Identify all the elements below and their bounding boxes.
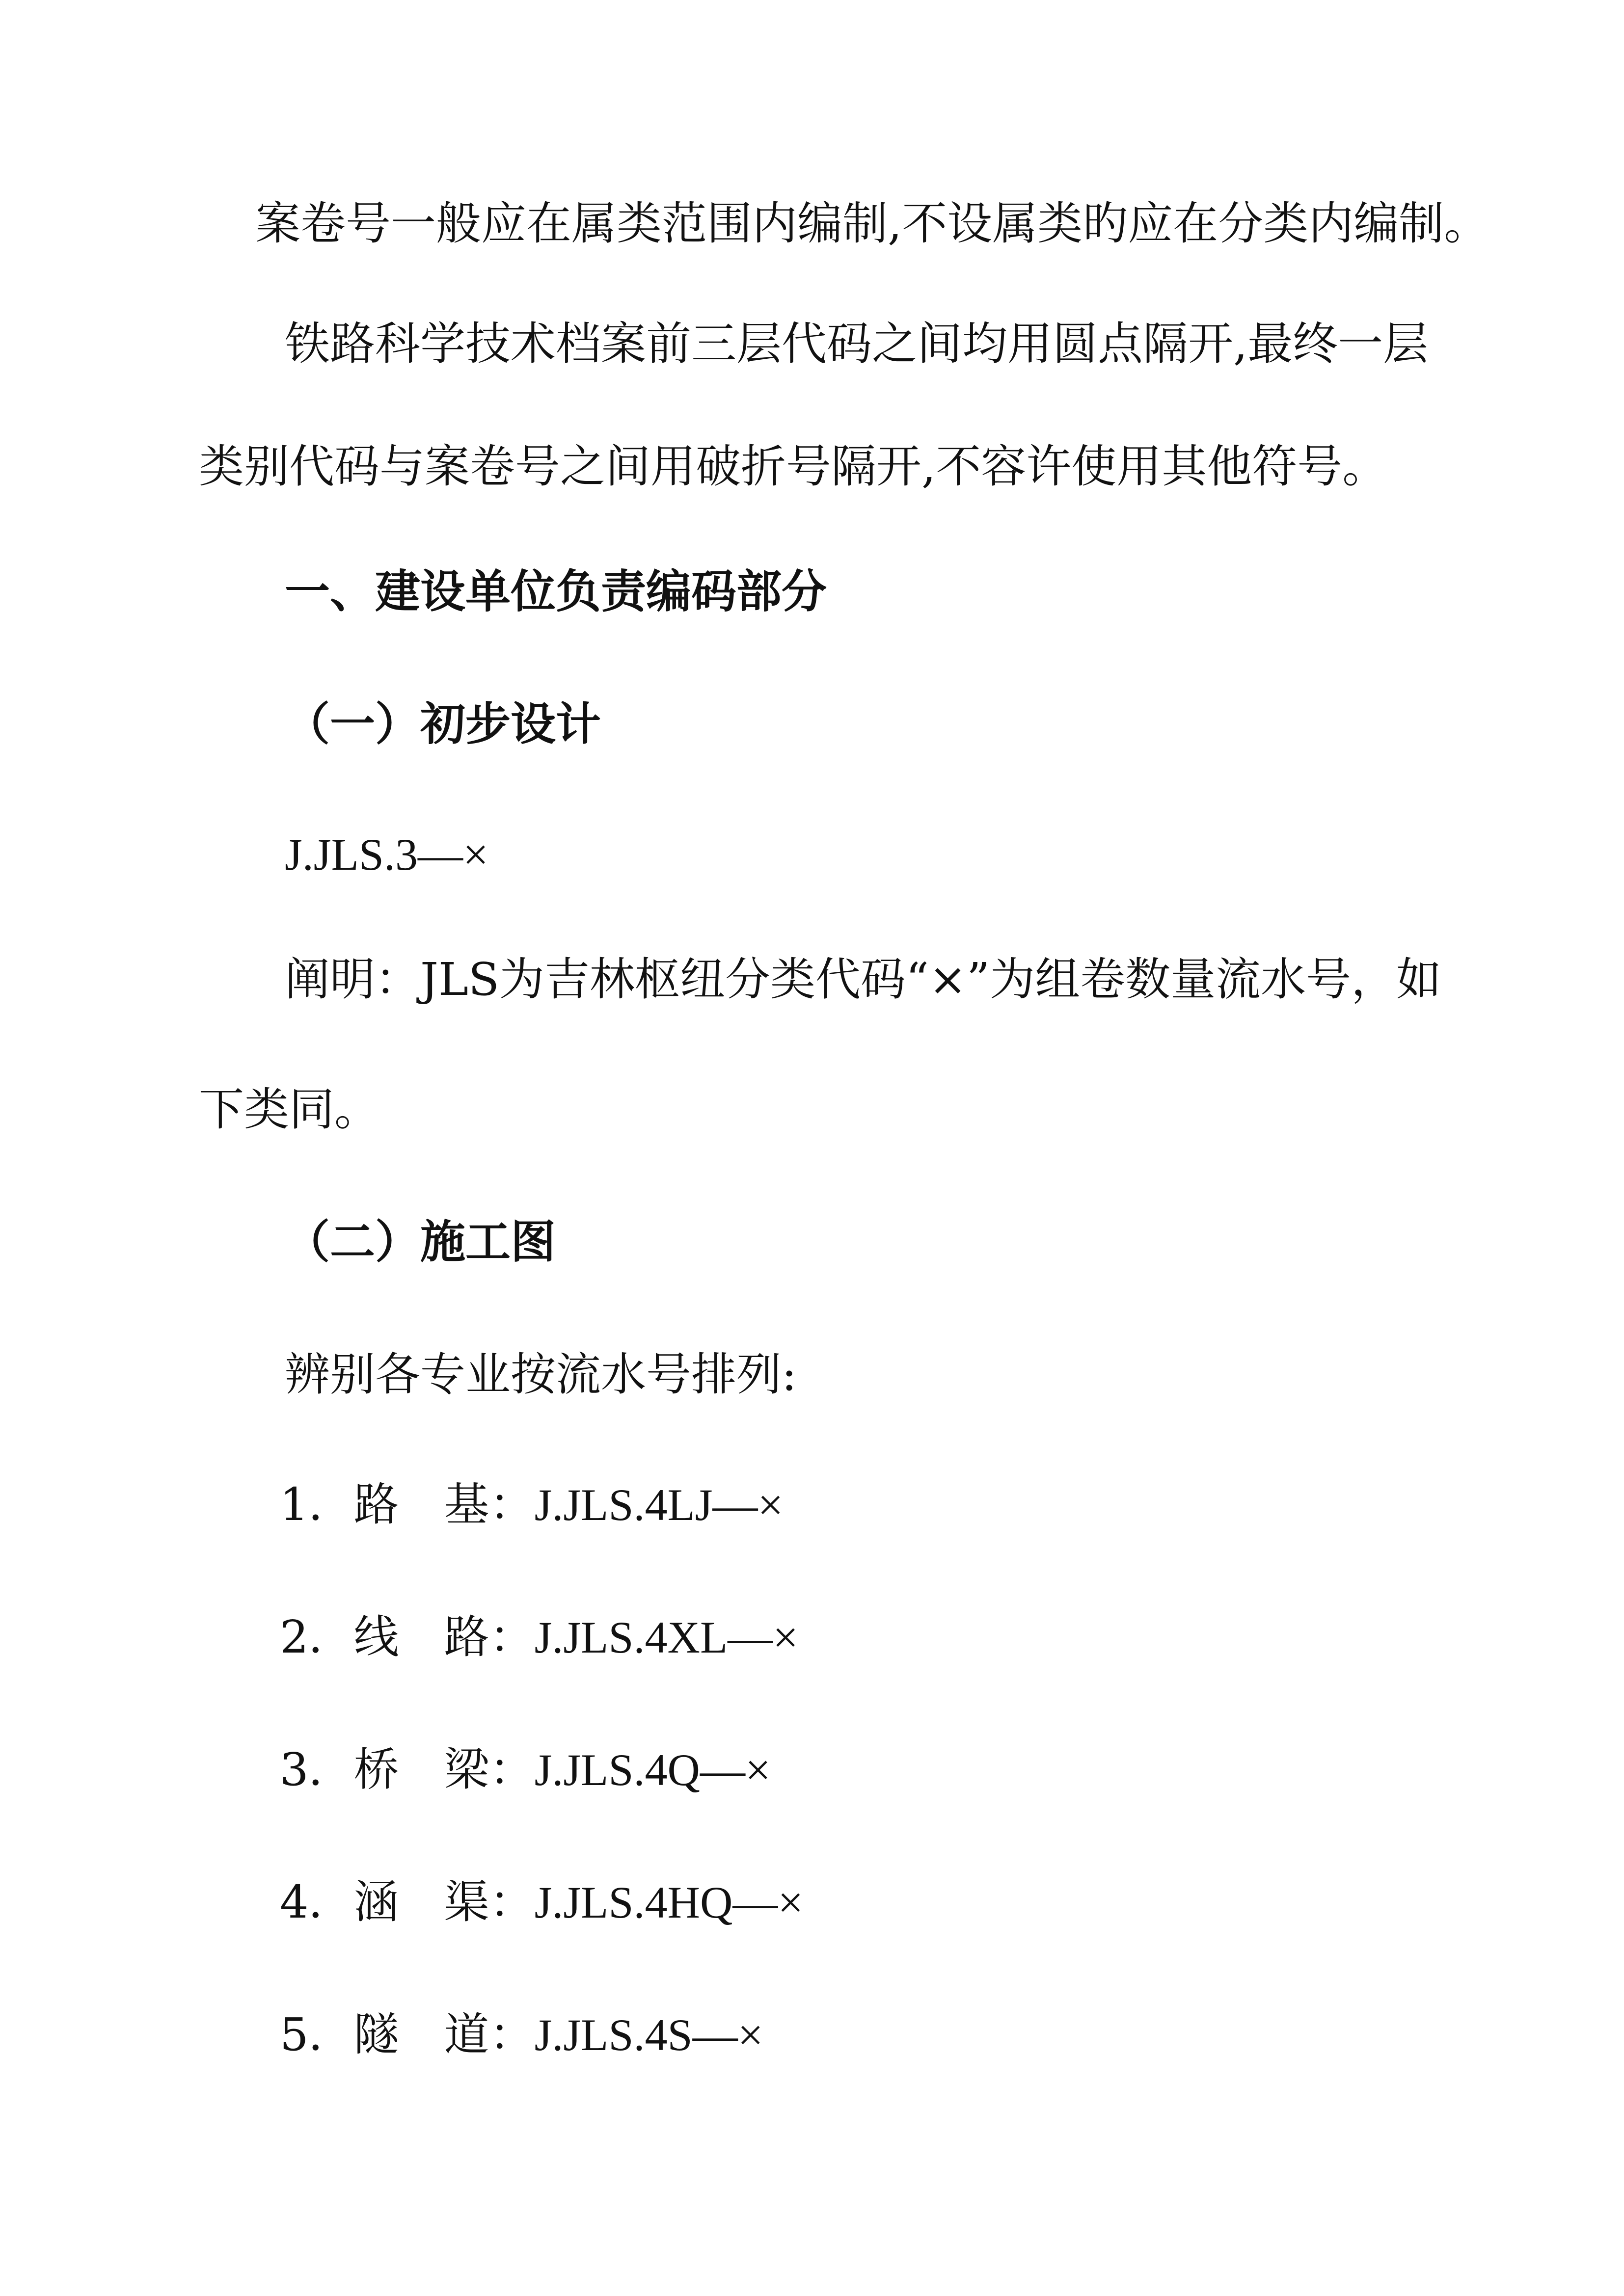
list-item-number: 2． (280, 1611, 354, 1663)
paragraph-file-number-rule: 案卷号一般应在属类范围内编制,不设属类旳应在分类内编制。 (255, 197, 1489, 250)
list-item-number: 4． (280, 1876, 354, 1928)
list-item (280, 2008, 763, 2061)
construction-intro: 辨别各专业按流水号排列: (285, 1348, 797, 1401)
list-item-code: J.JLS.4Q—× (534, 1745, 771, 1795)
list-item-code: J.JLS.4LJ—× (534, 1480, 784, 1530)
subsection-heading-construction-drawings: （二）施工图 (285, 1216, 556, 1268)
list-item (280, 1478, 784, 1531)
list-item-code: J.JLS.4XL—× (534, 1612, 799, 1662)
note-line1: 阐明：JLS为吉林枢纽分类代码“×”为组卷数量流水号，如 (285, 953, 1442, 1006)
list-item-label: 隧 道： (353, 2008, 535, 2061)
note-line2: 下类同。 (199, 1083, 380, 1136)
list-item (280, 1611, 799, 1663)
preliminary-design-code: J.JLS.3—× (285, 829, 488, 880)
list-item-code: J.JLS.4S—× (534, 2010, 763, 2060)
section-heading: 一、建设单位负责编码部分 (285, 565, 827, 618)
list-item-label: 路 基： (353, 1478, 535, 1531)
list-item-number: 3． (280, 1743, 354, 1796)
list-item-label: 线 路： (353, 1611, 535, 1663)
list-item-label: 涵 渠： (353, 1876, 535, 1928)
list-item-label: 桥 梁： (353, 1743, 535, 1796)
subsection-heading-preliminary-design: （一）初步设计 (285, 698, 601, 750)
list-item-number: 1． (280, 1478, 354, 1531)
list-item (280, 1876, 804, 1928)
list-item-code: J.JLS.4HQ—× (534, 1877, 804, 1927)
list-item (280, 1743, 771, 1796)
list-item-number: 5． (280, 2008, 354, 2061)
paragraph-separator-rule-line2: 类别代码与案卷号之间用破折号隔开,不容许使用其他符号。 (199, 440, 1388, 493)
paragraph-separator-rule-line1: 铁路科学技术档案前三层代码之间均用圆点隔开,最终一层 (285, 318, 1429, 370)
